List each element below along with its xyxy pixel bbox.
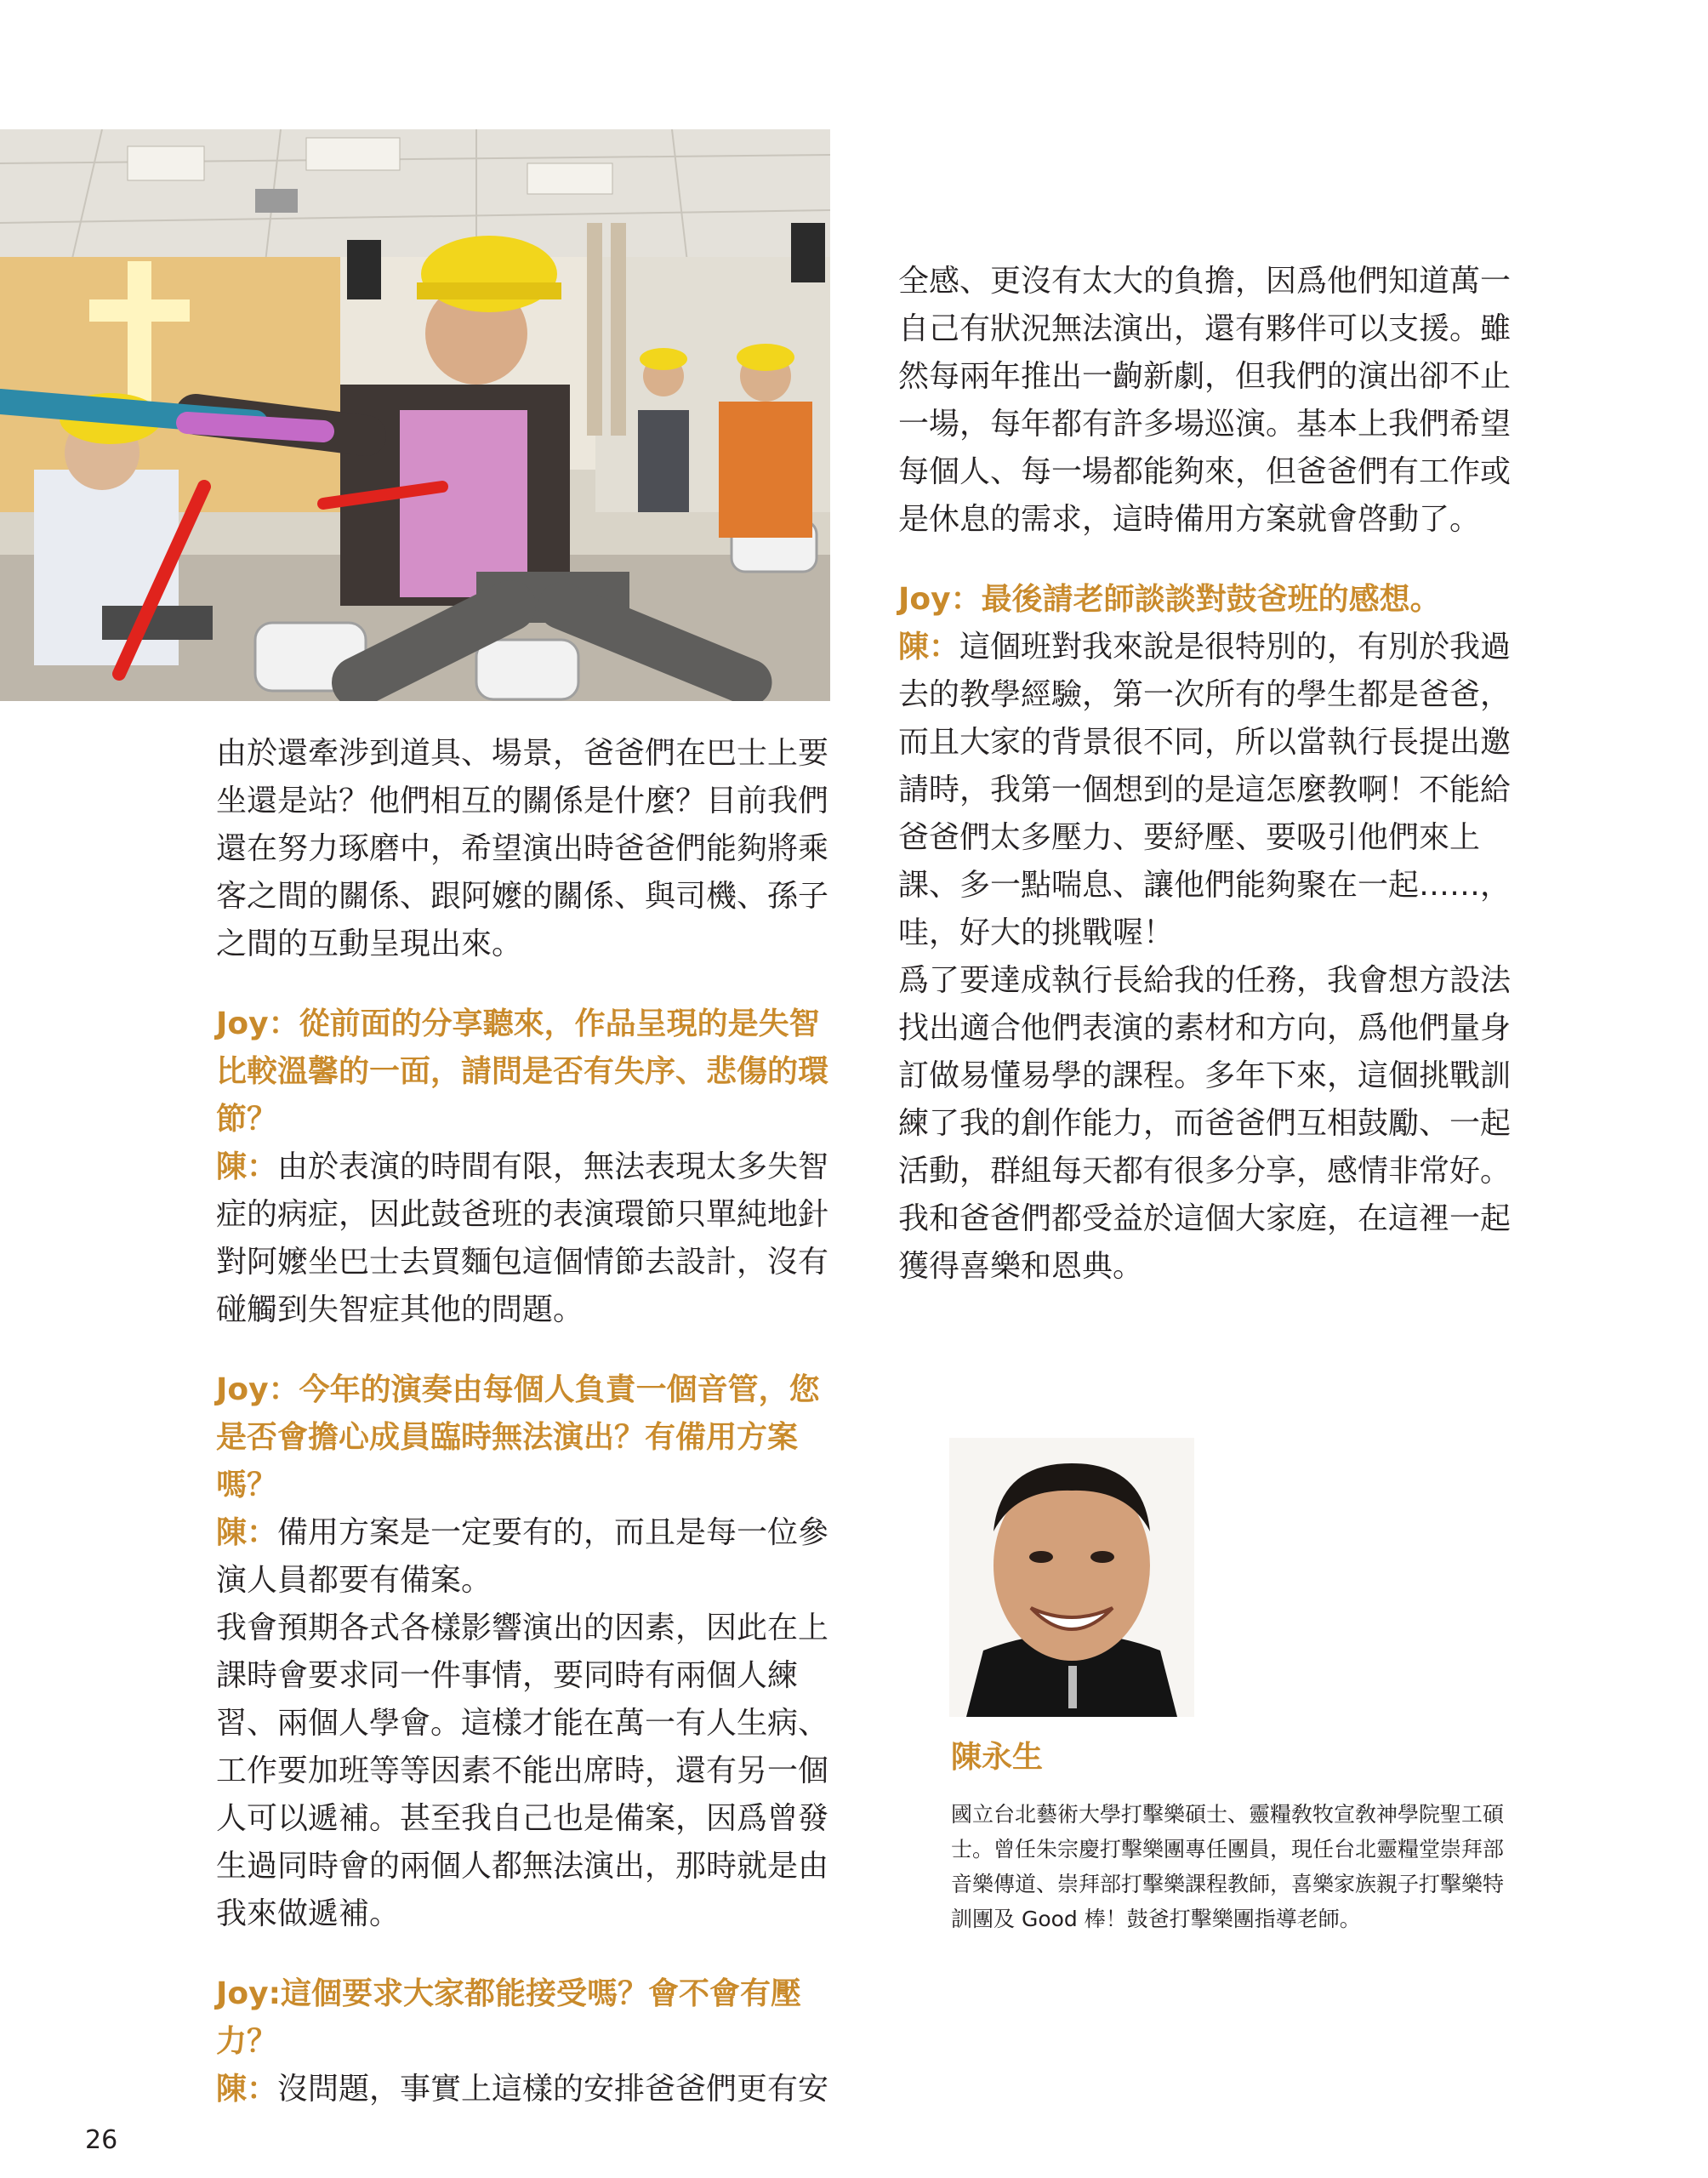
bio-text: 國立台北藝術大學打擊樂碩士、靈糧敎牧宣敎神學院聖工碩士。曾任朱宗慶打擊樂團專任團員，現任台北靈糧堂崇拜部音樂傳道、崇拜部打擊樂課程教師，喜樂家族親子打擊樂特訓團及 Good 棒！鼓爸打擊樂團指導老師。 <box>951 1802 1505 1931</box>
paragraph: 我會預期各式各樣影響演出的因素，因此在上課時會要求同一件事情，要同時有兩個人練習、兩個人學會。這樣才能在萬一有人生病、工作要加班等等因素不能出席時，還有另一個人可以遞補。甚至我自己也是備案，因爲曾發生過同時會的兩個人都無法演出，那時就是由我來做遞補。 <box>216 1611 829 1931</box>
portrait-photo <box>949 1438 1194 1717</box>
answer-text: 沒問題，事實上這樣的安排爸爸們更有安 <box>277 2072 829 2107</box>
right-column <box>898 258 1519 1291</box>
page-number: 26 <box>85 2125 118 2155</box>
paragraph: 爲了要達成執行長給我的任務，我會想方設法找出適合他們表演的素材和方向，爲他們量身訂做易懂易學的課程。多年下來，這個挑戰訓練了我的創作能力，而爸爸們互相鼓勵、一起活動，群組每天都有很多分享，感情非常好。我和爸爸們都受益於這個大家庭，在這裡一起獲得喜樂和恩典。 <box>898 963 1512 1284</box>
answer <box>898 624 1519 957</box>
paragraph: 全感、更沒有太大的負擔，因爲他們知道萬一自己有狀況無法演出，還有夥伴可以支援。雖然每兩年推出一齣新劇，但我們的演出卻不止一場，每年都有許多場巡演。基本上我們希望每個人、每一場都能夠來，但爸爸們有工作或是休息的需求，這時備用方案就會啓動了。 <box>898 264 1512 537</box>
answer-label: 陳： <box>216 1149 278 1184</box>
question: Joy:這個要求大家都能接受嗎？會不會有壓力？ <box>216 1976 801 2059</box>
question: Joy：今年的演奏由每個人負責一個音管，您是否會擔心成員臨時無法演出？有備用方案嗎？ <box>216 1372 820 1502</box>
classroom-photo <box>0 129 830 701</box>
left-column <box>216 730 835 2113</box>
answer-text: 這個班對我來說是很特別的，有別於我過去的教學經驗，第一次所有的學生都是爸爸，而且大家的背景很不同，所以當執行長提出邀請時，我第一個想到的是這怎麼教啊！不能給爸爸們太多壓力、要紓壓、要吸引他們來上課、多一點喘息、讓他們能夠聚在一起……，哇，好大的挑戰喔！ <box>898 630 1512 950</box>
bio-name: 陳永生 <box>951 1740 1044 1775</box>
answer-label: 陳： <box>216 2072 278 2107</box>
answer-text: 備用方案是一定要有的，而且是每一位參演人員都要有備案。 <box>216 1515 829 1598</box>
paragraph: 由於還牽涉到道具、場景，爸爸們在巴士上要坐還是站？他們相互的關係是什麼？目前我們還在努力琢磨中，希望演出時爸爸們能夠將乘客之間的關係、跟阿嬤的關係、與司機、孫子之間的互動呈現出來。 <box>216 736 829 961</box>
question: Joy：從前面的分享聽來，作品呈現的是失智比較溫馨的一面，請問是否有失序、悲傷的環節？ <box>216 1006 829 1137</box>
answer-label: 陳： <box>898 630 960 664</box>
answer <box>216 1509 835 1605</box>
answer <box>216 1143 835 1334</box>
author-bio <box>951 1736 1512 1936</box>
answer-label: 陳： <box>216 1515 278 1550</box>
answer <box>216 2066 835 2113</box>
answer-text: 由於表演的時間有限，無法表現太多失智症的病症，因此鼓爸班的表演環節只單純地針對阿嬤坐巴士去買麵包這個情節去設計，沒有碰觸到失智症其他的問題。 <box>216 1149 829 1327</box>
question: Joy：最後請老師談談對鼓爸班的感想。 <box>898 582 1441 617</box>
